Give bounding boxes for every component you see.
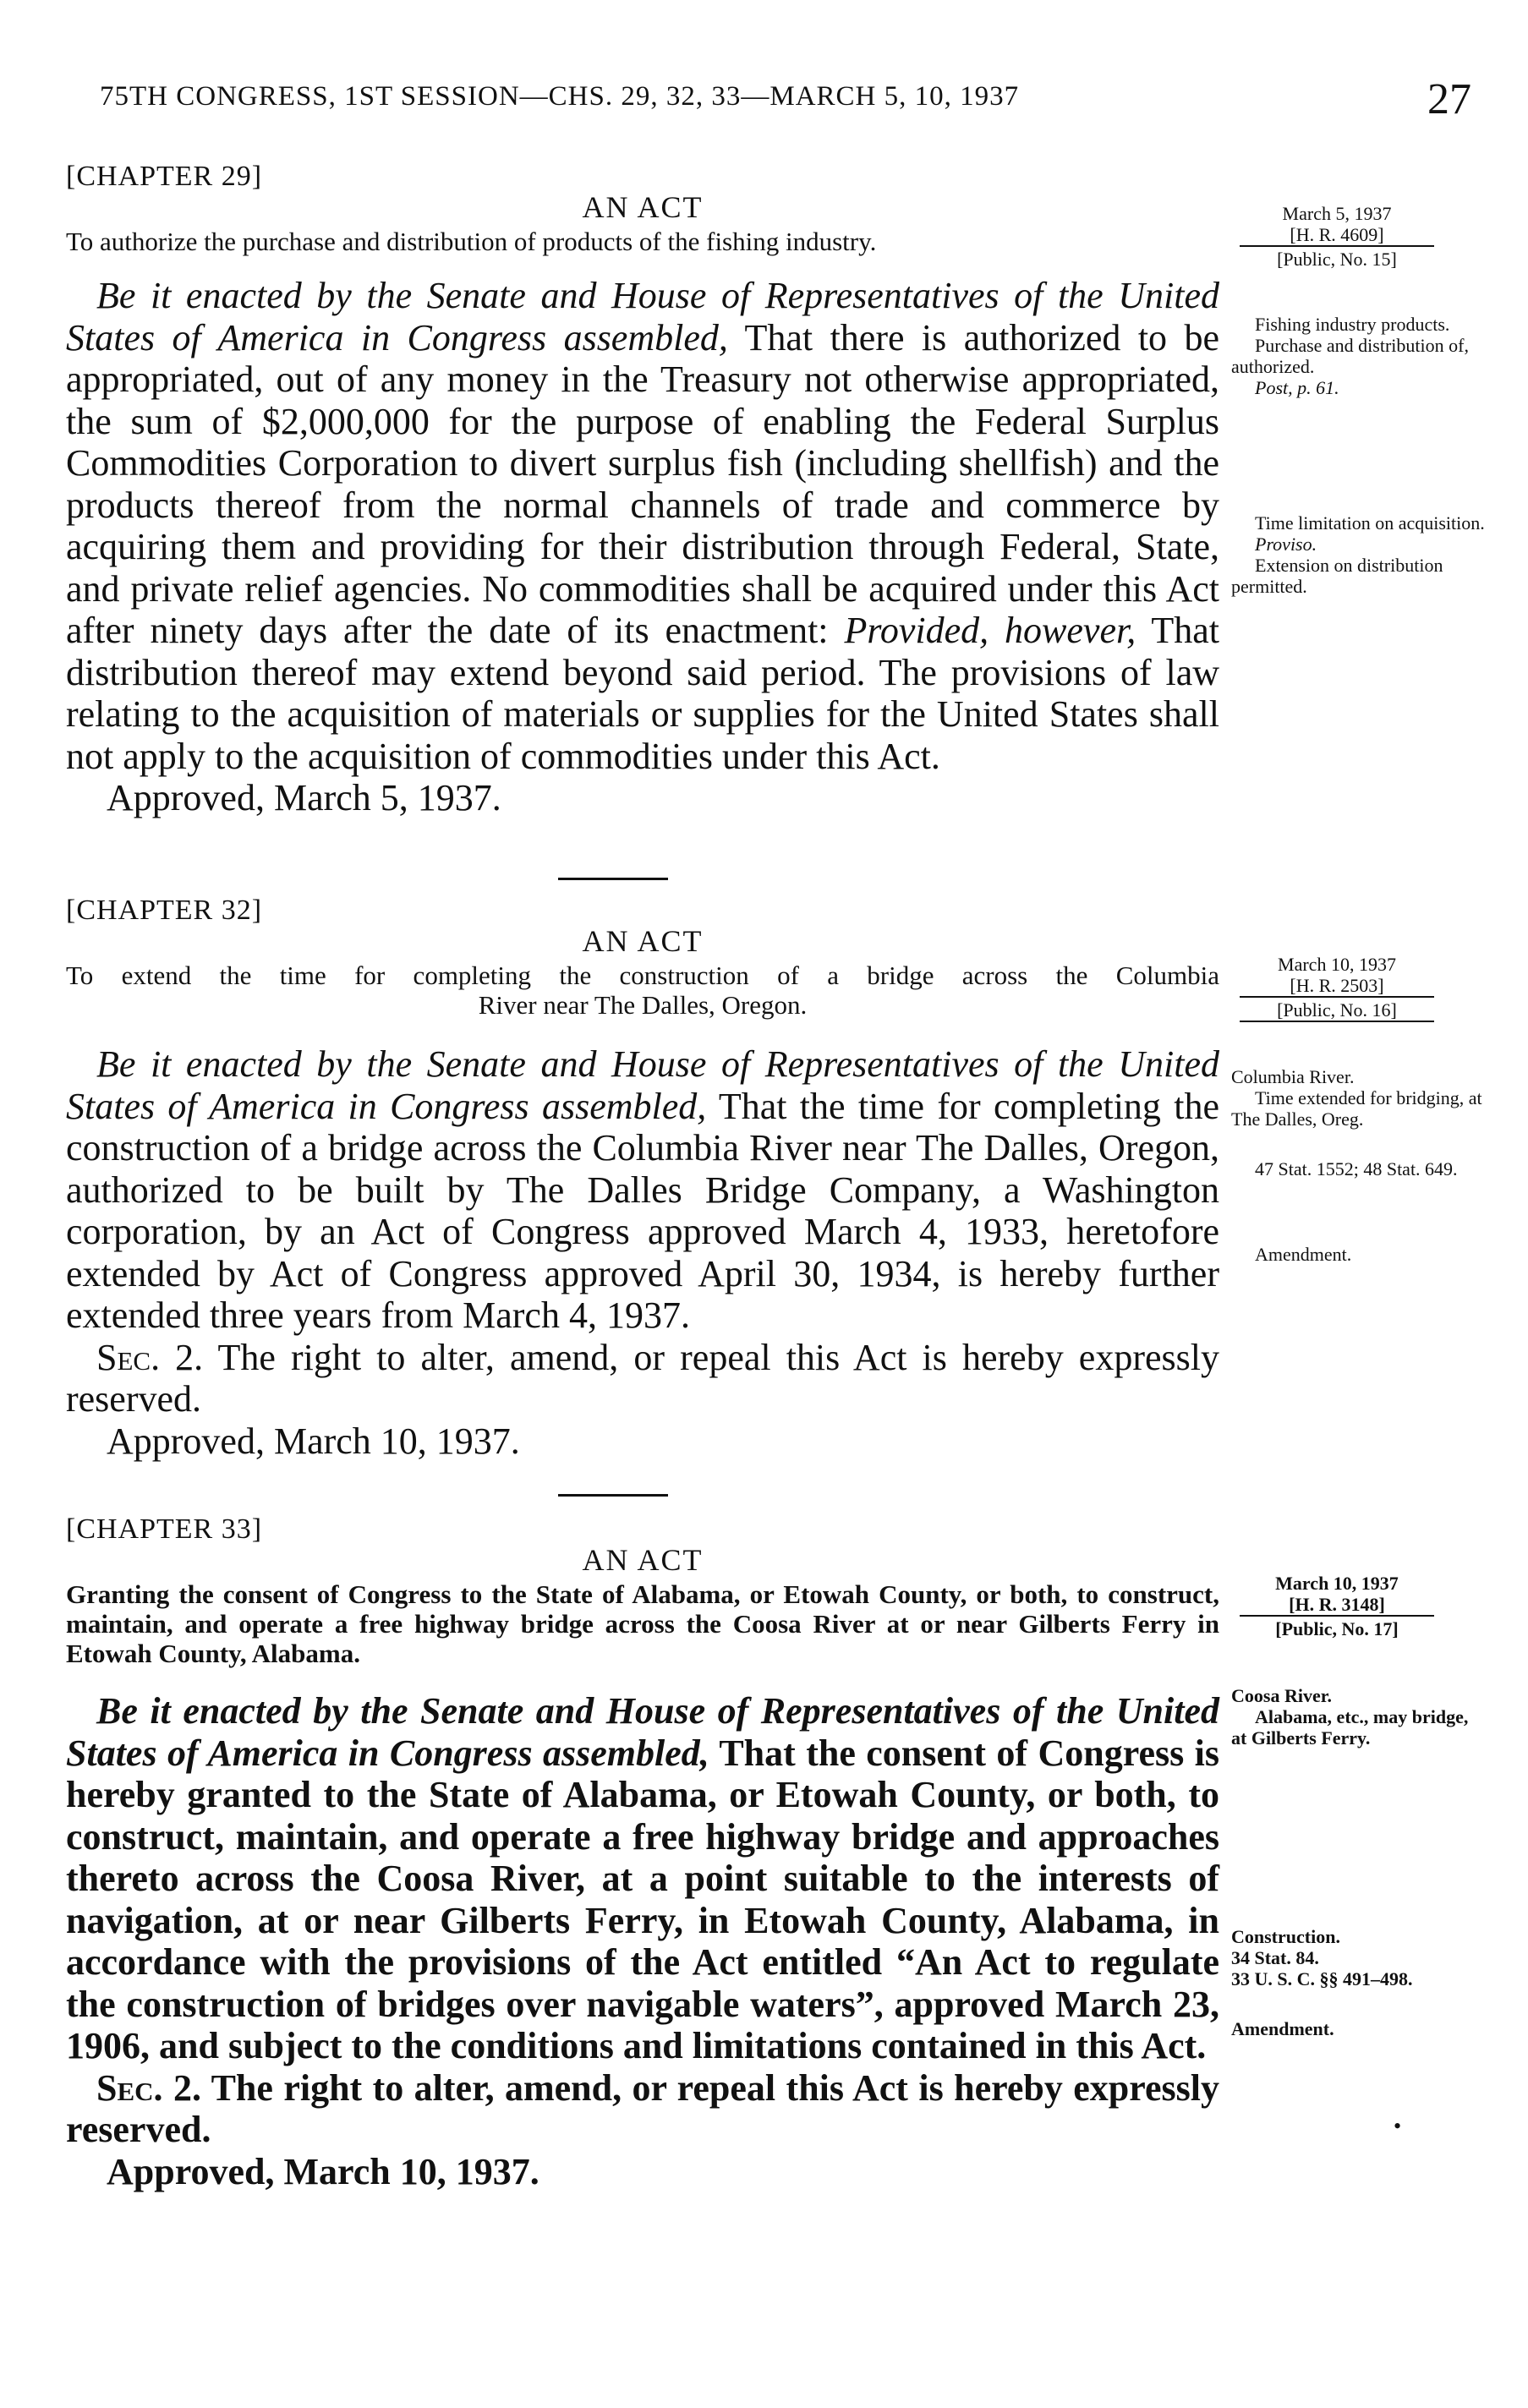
section-label: Sec. 2.: [96, 2066, 201, 2109]
chapter-heading: [CHAPTER 32]: [66, 895, 263, 926]
section-text: The right to alter, amend, or repeal this Act is hereby expressly reserved.: [66, 1336, 1219, 1420]
margin-note: Amendment.: [1231, 2018, 1334, 2039]
margin-note: Time extended for bridging, at The Dalles, Oreg.: [1231, 1087, 1482, 1130]
margin-notes-ch33: [1231, 1573, 1485, 2039]
margin-public-law: [Public, No. 16]: [1240, 999, 1434, 1022]
bill-meta: [1231, 954, 1443, 1022]
enacting-clause: Be it enacted by the Senate and House of Representatives of the United States of America in Congress assembled,: [66, 1690, 1219, 1774]
act-heading: AN ACT: [582, 1543, 704, 1577]
margin-bill: [H. R. 4609]: [1240, 224, 1434, 247]
margin-note: Coosa River.: [1231, 1685, 1332, 1706]
margin-public-law: [Public, No. 17]: [1275, 1618, 1399, 1639]
margin-bill: [H. R. 2503]: [1240, 975, 1434, 998]
proviso-text: Provided, however,: [828, 610, 1136, 651]
act-chapter-29: [66, 161, 1219, 819]
page-number: 27: [1427, 75, 1471, 123]
margin-note: Time limitation on acquisition.: [1255, 512, 1485, 534]
act-purpose: Granting the consent of Congress to the State of Alabama, or Etowah County, or both, to construct, maintain, and operate a free highway bridge across the Coosa River at or near Gilberts Ferry in Etowah County, Alabama.: [66, 1579, 1219, 1668]
section-text: The right to alter, amend, or repeal this Act is hereby expressly reserved.: [66, 2066, 1219, 2150]
section-divider: [558, 1494, 668, 1497]
chapter-heading: [CHAPTER 33]: [66, 1513, 263, 1545]
enacting-clause: Be it enacted by the Senate and House of Representatives of the United States of America in Congress assembled,: [66, 275, 1219, 358]
act-body: [66, 1690, 1219, 2067]
act-chapter-33: [66, 1513, 1219, 2192]
margin-public-law: [Public, No. 15]: [1277, 249, 1397, 270]
margin-note: Columbia River.: [1231, 1066, 1355, 1087]
bill-meta: [1231, 1573, 1443, 1639]
chapter-heading: [CHAPTER 29]: [66, 161, 263, 192]
margin-note: Proviso.: [1255, 534, 1317, 555]
section-2: [66, 2067, 1219, 2151]
margin-note: Fishing industry products.: [1255, 314, 1450, 335]
margin-note: 33 U. S. C. §§ 491–498.: [1231, 1968, 1413, 1989]
margin-notes-ch29: [1231, 203, 1485, 597]
margin-date: March 10, 1937: [1278, 954, 1396, 975]
act-body: [66, 275, 1219, 777]
margin-note: Post, p. 61.: [1255, 377, 1339, 398]
margin-note: Purchase and distribution of, authorized.: [1231, 335, 1469, 377]
margin-note: Construction.: [1231, 1926, 1340, 1947]
act-body: [66, 1043, 1219, 1337]
bill-meta: [1231, 203, 1443, 270]
stray-mark: •: [1394, 2114, 1402, 2138]
act-purpose: To authorize the purchase and distribution of products of the fishing industry.: [66, 227, 877, 256]
act-chapter-32: [66, 895, 1219, 1462]
body-text-1: That the time for completing the construction of a bridge across the Columbia River near The Dalles, Oregon, authorized to be built by The Dalles Bridge Company, a Washington corporation, by an Act of Congress approved March 4, 1933, heretofore extended by Act of Congress approved April 30, 1934, is hereby further extended three years from March 4, 1937.: [66, 1085, 1220, 1336]
approved-date: Approved, March 5, 1937.: [107, 777, 501, 818]
section-divider: [558, 878, 668, 880]
act-purpose: To extend the time for completing the construction of a bridge across the Columbia River near The Dalles, Oregon.: [66, 960, 1219, 1020]
approved-date: Approved, March 10, 1937.: [107, 2150, 539, 2192]
margin-note: Amendment.: [1255, 1244, 1352, 1265]
margin-notes-ch32: [1231, 954, 1485, 1265]
act-heading: AN ACT: [582, 924, 704, 958]
margin-date: March 10, 1937: [1275, 1573, 1399, 1594]
body-text-2: That distribution thereof may extend beyond said period. The provisions of law relating to the acquisition of materials or supplies for the United States shall not apply to the acquisition of commodities under this Act.: [66, 610, 1219, 777]
margin-note: 47 Stat. 1552; 48 Stat. 649.: [1255, 1158, 1458, 1179]
section-label: Sec. 2.: [96, 1336, 204, 1378]
section-2: [66, 1337, 1219, 1420]
body-text-1: That the consent of Congress is hereby granted to the State of Alabama, or Etowah County, or both, to construct, maintain, and operate a free highway bridge and approaches thereto across the Coosa River, at a point suitable to the interests of navigation, at or near Gilberts Ferry, in Etowah County, Alabama, in accordance with the provisions of the Act entitled “An Act to regulate the construction of bridges over navigable waters”, approved March 23, 1906, and subject to the conditions and limitations contained in this Act.: [66, 1732, 1219, 2066]
body-text-1: That there is authorized to be appropriated, out of any money in the Treasury not otherwise appropriated, the sum of $2,000,000 for the purpose of enabling the Federal Surplus Commodities Corporation to divert surplus fish (including shellfish) and the products thereof from the normal channels of trade and commerce by acquiring them and providing for their distribution through Federal, State, and private relief agencies. No commodities shall be acquired under this Act after ninety days after the date of its enactment:: [66, 316, 1220, 651]
enacting-clause: Be it enacted by the Senate and House of Representatives of the United States of America in Congress assembled,: [66, 1043, 1219, 1127]
margin-date: March 5, 1937: [1282, 203, 1392, 224]
margin-note: 34 Stat. 84.: [1231, 1947, 1319, 1968]
margin-note: Extension on distribution permitted.: [1231, 555, 1443, 597]
running-head: 75TH CONGRESS, 1ST SESSION—CHS. 29, 32, 33—MARCH 5, 10, 1937: [100, 81, 1020, 112]
act-heading: AN ACT: [582, 190, 704, 224]
margin-bill: [H. R. 3148]: [1240, 1594, 1434, 1617]
margin-note: Alabama, etc., may bridge, at Gilberts Ferry.: [1231, 1706, 1469, 1749]
approved-date: Approved, March 10, 1937.: [107, 1420, 520, 1462]
